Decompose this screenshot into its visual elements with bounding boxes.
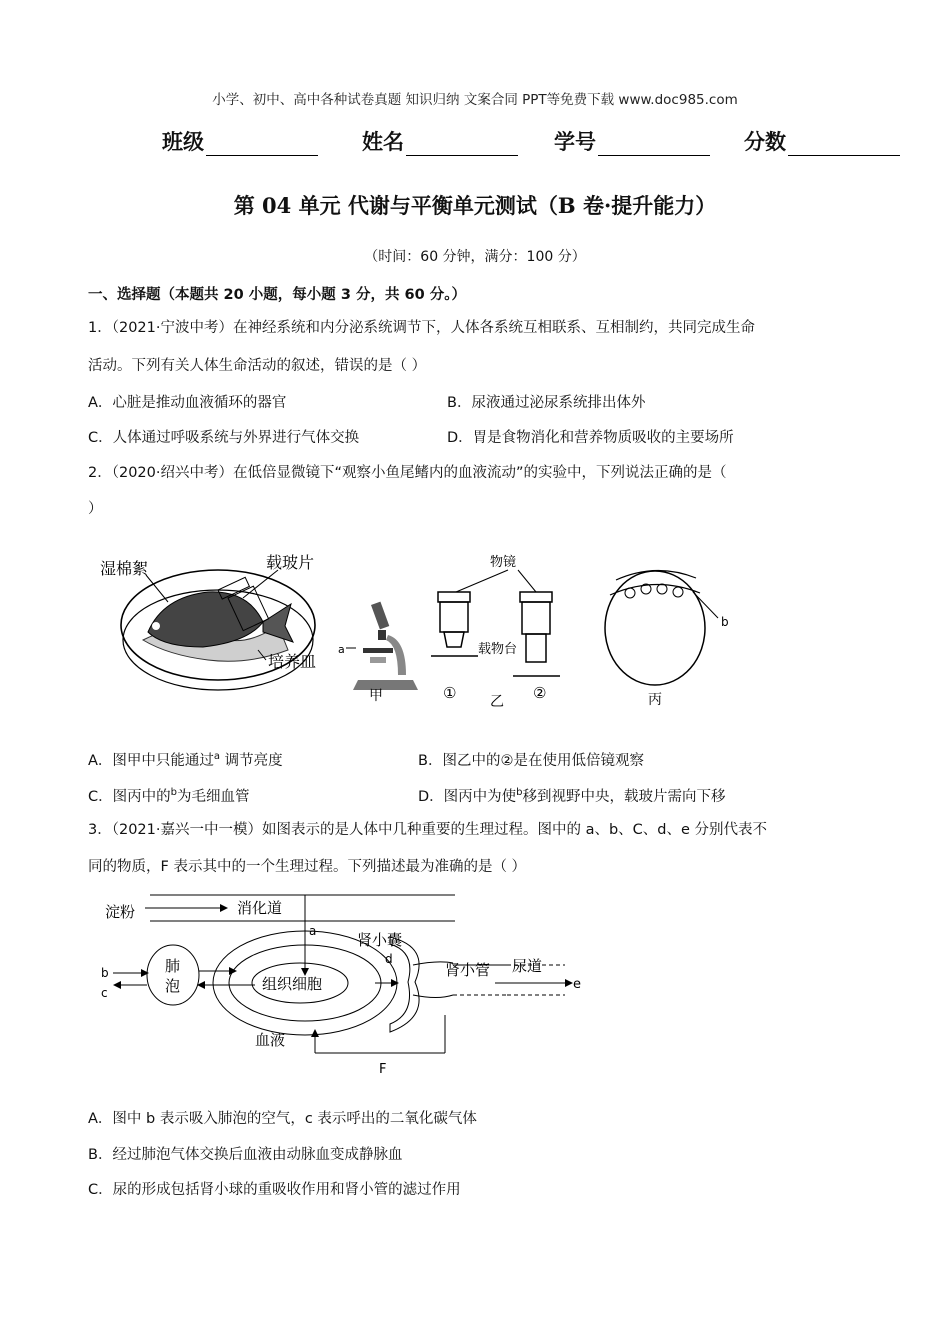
label-wet-cotton: 湿棉絮 [100, 559, 149, 578]
label-d: d [385, 952, 393, 966]
exam-time-info: （时间：60 分钟，满分：100 分） [364, 249, 586, 265]
field-label: 学号 [554, 130, 596, 154]
label-b-fig: b [721, 615, 729, 629]
q2-figure [88, 540, 768, 720]
label-yi: 乙 [490, 694, 504, 710]
q2-stem-line1: 2．（2020·绍兴中考）在低倍显微镜下“观察小鱼尾鳍内的血液流动”的实验中，下列说法正确的是（ [88, 465, 727, 481]
label-b: b [101, 966, 109, 980]
field-label: 姓名 [362, 130, 404, 154]
q2-stem-line2: ） [88, 501, 103, 517]
q2-option-a: A．图甲中只能通过$^a$ 调节亮度 [88, 751, 283, 769]
field-score[interactable] [744, 126, 900, 156]
q2-option-d: D．图丙中为使$^b$移到视野中央，载玻片需向下移 [418, 787, 726, 805]
q3-option-b: B．经过肺泡气体交换后血液由动脉血变成静脉血 [88, 1147, 403, 1163]
page-title: 第 04 单元 代谢与平衡单元测试（B 卷·提升能力） [233, 193, 717, 218]
q3-stem-line1: 3．（2021·嘉兴一中一模）如图表示的是人体中几种重要的生理过程。图中的 a、b、C、d、e 分别代表不 [88, 822, 768, 838]
label-renal-tubule: 肾小管 [445, 961, 491, 979]
label-a-fig: a [338, 643, 345, 656]
objective-lens-1-icon [431, 592, 478, 656]
q1-option-b: B．尿液通过泌尿系统排出体外 [447, 395, 646, 411]
field-label: 分数 [744, 130, 786, 154]
q2-option-c: C．图丙中的$^b$为毛细血管 [88, 787, 250, 805]
objective-lens-2-icon [513, 592, 560, 676]
q1-option-a: A．心脏是推动血液循环的器官 [88, 395, 287, 411]
q3-option-a: A．图中 b 表示吸入肺泡的空气，c 表示呼出的二氧化碳气体 [88, 1111, 477, 1127]
label-e: e [573, 977, 581, 992]
label-circle-1: ① [443, 684, 457, 702]
field-student-id[interactable] [554, 126, 710, 156]
label-circle-2: ② [533, 684, 547, 702]
q3-option-c: C．尿的形成包括肾小球的重吸收作用和肾小管的滤过作用 [88, 1182, 461, 1198]
q1-stem-line1: 1．（2021·宁波中考）在神经系统和内分泌系统调节下，人体各系统互相联系、互相制约，共同完成生命 [88, 320, 755, 336]
label-starch: 淀粉 [105, 903, 136, 921]
label-urethra: 尿道 [512, 957, 543, 975]
label-bing: 丙 [648, 692, 662, 708]
label-renal-capsule: 肾小囊 [357, 931, 403, 949]
q3-stem-line2: 同的物质，F 表示其中的一个生理过程。下列描述最为准确的是（ ） [88, 859, 527, 875]
label-objective: 物镜 [490, 555, 517, 570]
field-label: 班级 [162, 130, 204, 154]
label-tissue-cell: 组织细胞 [262, 975, 323, 993]
label-stage: 载物台 [478, 642, 518, 657]
q1-option-c: C．人体通过呼吸系统与外界进行气体交换 [88, 430, 360, 446]
q3-physiology-diagram [95, 885, 605, 1080]
page-header: 小学、初中、高中各种试卷真题 知识归纳 文案合同 PPT等免费下载 www.doc985.com [212, 92, 738, 108]
label-digestive-tract: 消化道 [237, 899, 283, 917]
label-alveolus-1: 肺 [165, 957, 181, 975]
label-jia: 甲 [369, 688, 383, 704]
microscope-icon [346, 602, 418, 690]
label-blood: 血液 [255, 1031, 286, 1049]
field-class[interactable] [162, 126, 318, 156]
q1-option-d: D．胃是食物消化和营养物质吸收的主要场所 [447, 430, 734, 446]
q2-option-b: B．图乙中的②是在使用低倍镜观察 [418, 753, 644, 769]
label-slide: 载玻片 [266, 553, 315, 572]
q1-stem-line2: 活动。下列有关人体生命活动的叙述，错误的是（ ） [88, 358, 427, 374]
field-name[interactable] [362, 126, 518, 156]
label-alveolus-2: 泡 [165, 977, 181, 995]
label-c: c [101, 986, 108, 1000]
label-culture-dish: 培养皿 [268, 652, 317, 671]
section-heading: 一、选择题（本题共 20 小题，每小题 3 分，共 60 分。） [88, 287, 466, 303]
label-F: F [379, 1062, 387, 1077]
label-a: a [309, 924, 317, 938]
